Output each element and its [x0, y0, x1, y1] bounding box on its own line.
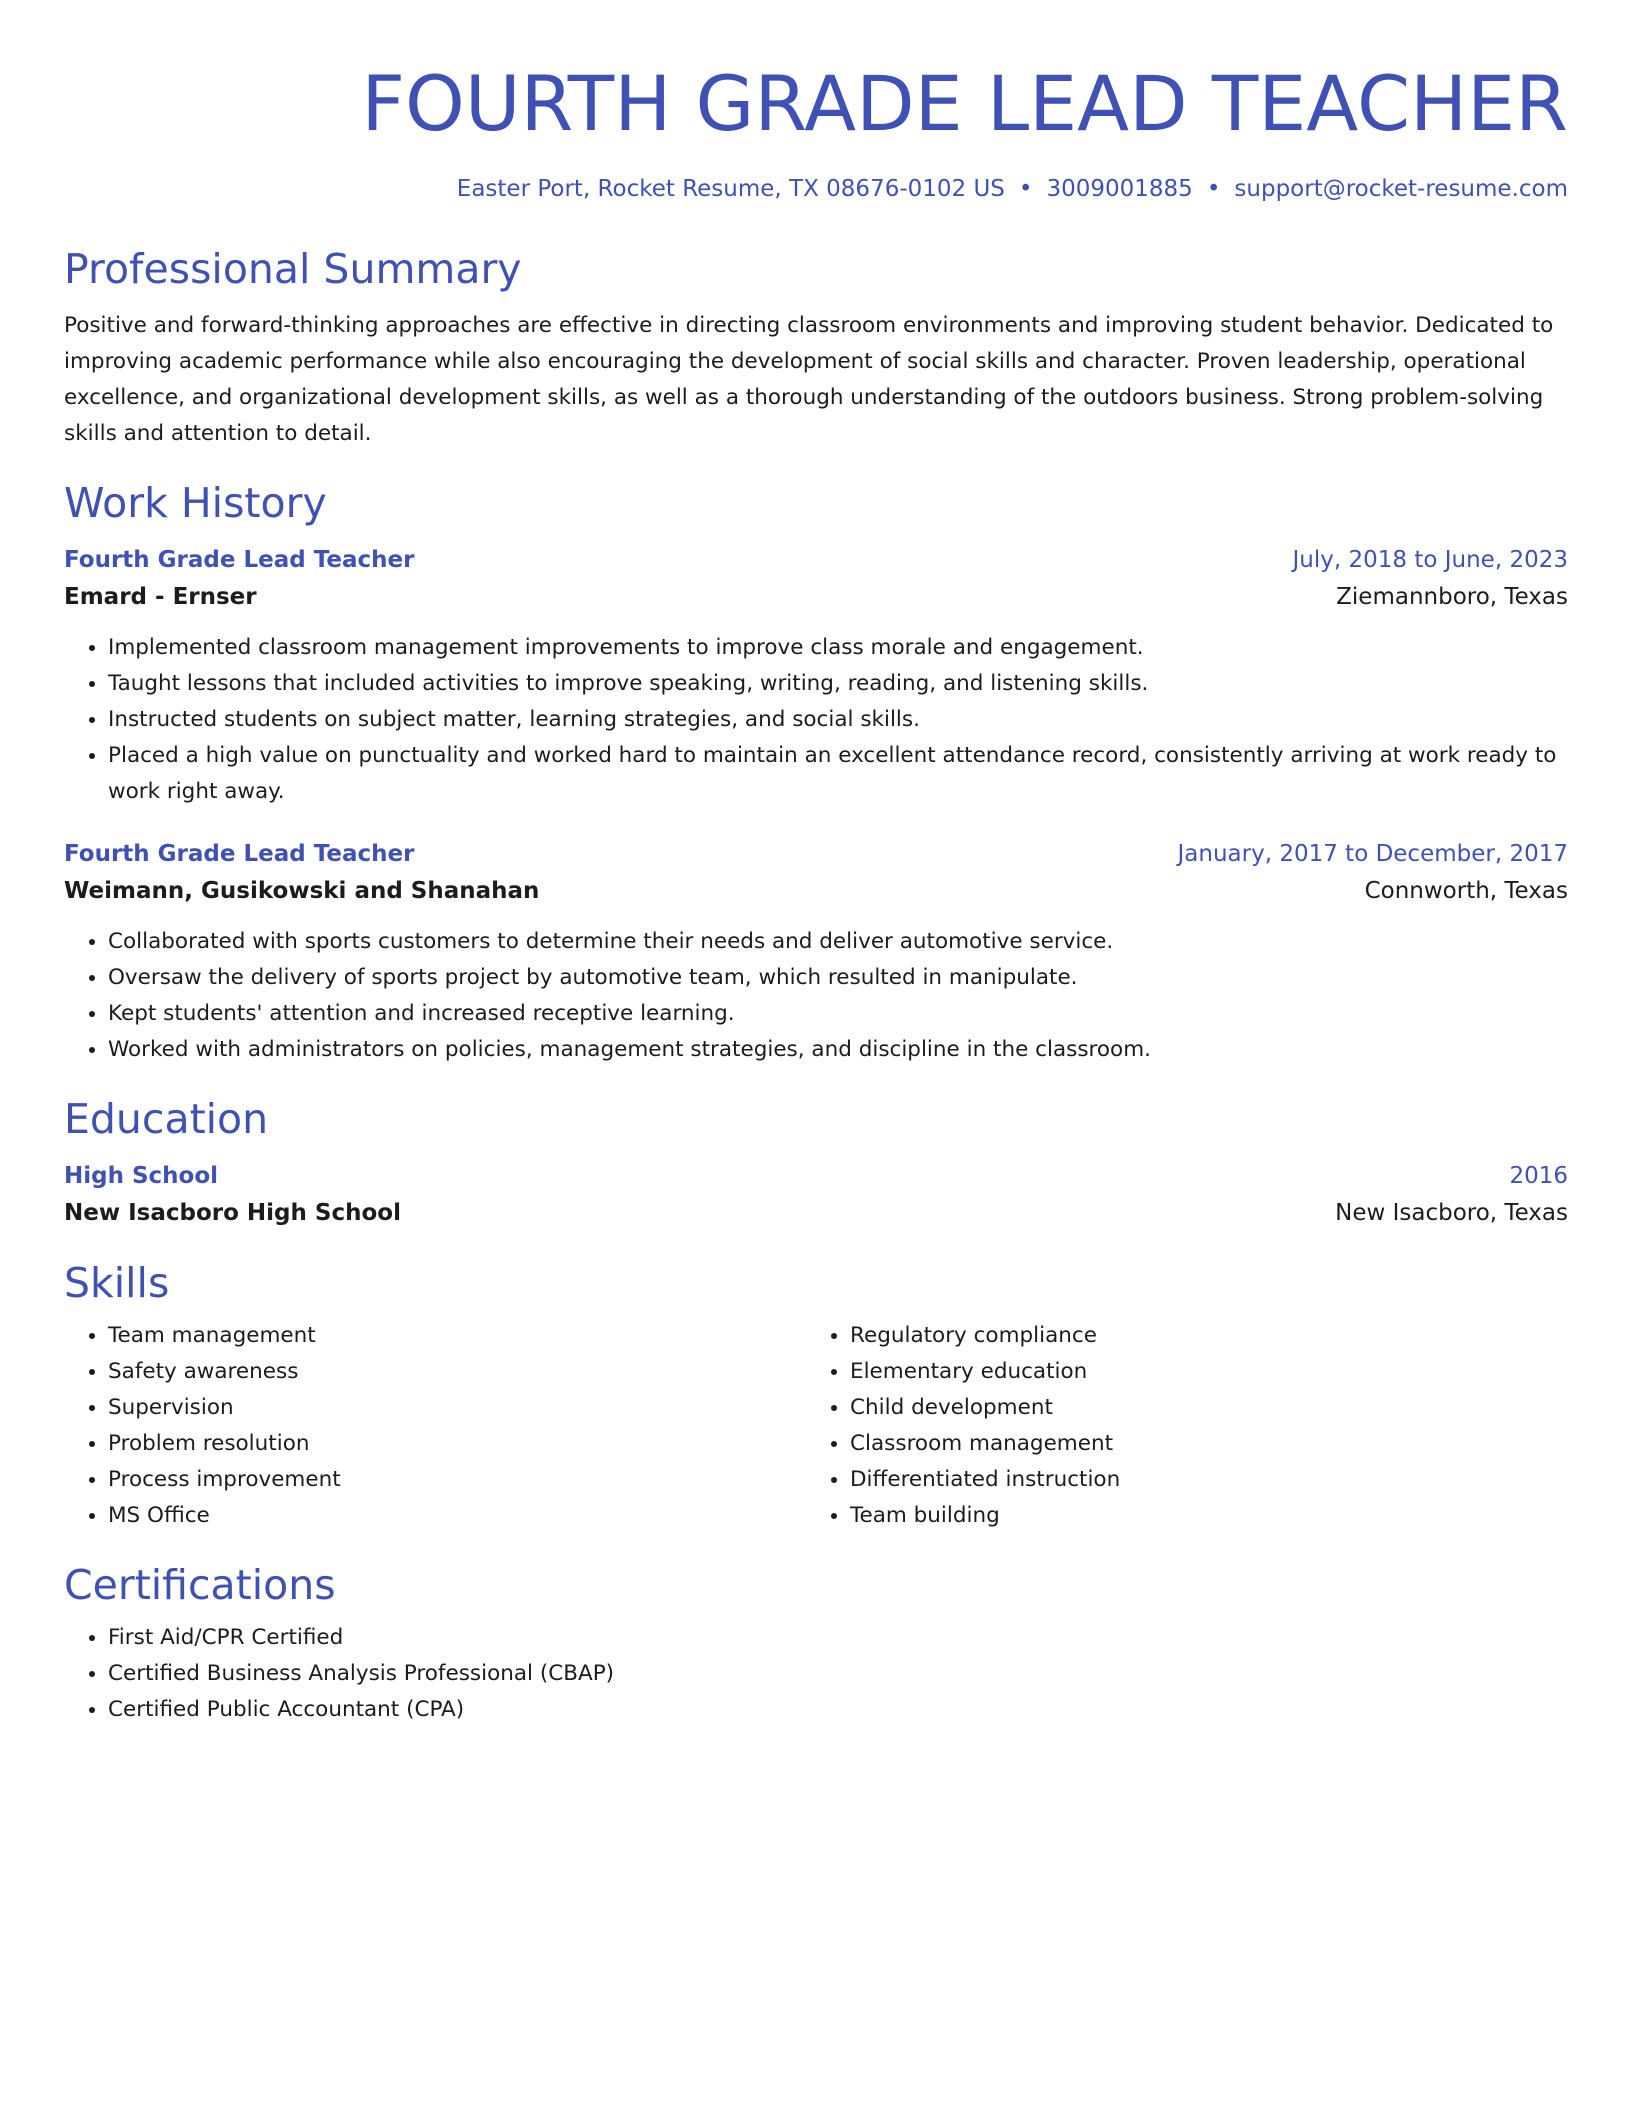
- contact-address: Easter Port, Rocket Resume, TX 08676-0102 US: [456, 176, 1005, 202]
- skills-column-left: [64, 1318, 806, 1534]
- list-item: • Regulatory compliance: [850, 1318, 1548, 1354]
- education-section: [64, 1094, 1568, 1232]
- certifications-section: [64, 1560, 1568, 1728]
- skills-heading: Skills: [64, 1259, 170, 1307]
- list-item: • Classroom management: [850, 1426, 1548, 1462]
- work-section: [64, 478, 1568, 1068]
- summary-section: [64, 244, 1568, 452]
- skills-list: [64, 1318, 806, 1534]
- list-item: • Collaborated with sports customers to determine their needs and deliver automotive service.: [108, 924, 1568, 960]
- list-item: • Supervision: [108, 1390, 806, 1426]
- contact-phone: 3009001885: [1046, 176, 1193, 202]
- education-degree: High School: [64, 1163, 219, 1189]
- job-employer: Weimann, Gusikowski and Shanahan: [64, 878, 540, 904]
- list-item: • Oversaw the delivery of sports project by automotive team, which resulted in manipulate.: [108, 960, 1568, 996]
- list-item: • Process improvement: [108, 1462, 806, 1498]
- job-entry: [64, 836, 1568, 1068]
- contact-separator: •: [1018, 176, 1033, 202]
- skills-column-right: [806, 1318, 1548, 1534]
- resume-title: FOURTH GRADE LEAD TEACHER: [361, 59, 1568, 148]
- job-bullets: [64, 630, 1568, 810]
- certifications-list: [64, 1620, 1568, 1728]
- job-bullets: [64, 924, 1568, 1068]
- summary-heading: Professional Summary: [64, 245, 522, 293]
- resume-page: [64, 0, 1568, 1728]
- list-item: • Safety awareness: [108, 1354, 806, 1390]
- list-item: • Problem resolution: [108, 1426, 806, 1462]
- list-item: • Kept students' attention and increased receptive learning.: [108, 996, 1568, 1032]
- skills-section: [64, 1258, 1568, 1534]
- job-dates: January, 2017 to December, 2017: [1177, 841, 1568, 867]
- list-item: • Team management: [108, 1318, 806, 1354]
- education-entry: [64, 1158, 1568, 1232]
- job-title: Fourth Grade Lead Teacher: [64, 841, 415, 867]
- job-title: Fourth Grade Lead Teacher: [64, 547, 415, 573]
- job-location: Ziemannboro, Texas: [1336, 584, 1568, 610]
- list-item: • Worked with administrators on policies, management strategies, and discipline in the classroom.: [108, 1032, 1568, 1068]
- education-school: New Isacboro High School: [64, 1200, 401, 1226]
- summary-text: Positive and forward-thinking approaches are effective in directing classroom environments and improving student behavior. Dedicated to improving academic performance while also encouraging the development of social skills and character. Proven leadership, operational excellence, and organizational development skills, as well as a thorough understanding of the outdoors business. Strong problem-solving skills and attention to detail.: [64, 313, 1554, 446]
- job-employer: Emard - Ernser: [64, 584, 257, 610]
- work-heading: Work History: [64, 479, 327, 527]
- job-dates: July, 2018 to June, 2023: [1292, 547, 1568, 573]
- contact-separator: •: [1206, 176, 1221, 202]
- education-heading: Education: [64, 1095, 269, 1143]
- certifications-heading: Certifications: [64, 1561, 336, 1609]
- skills-list: [806, 1318, 1548, 1534]
- list-item: • MS Office: [108, 1498, 806, 1534]
- list-item: • Certified Public Accountant (CPA): [108, 1692, 1568, 1728]
- education-location: New Isacboro, Texas: [1335, 1200, 1568, 1226]
- list-item: • Taught lessons that included activities to improve speaking, writing, reading, and listening skills.: [108, 666, 1568, 702]
- contact-line: [64, 174, 1568, 204]
- job-location: Connworth, Texas: [1364, 878, 1568, 904]
- list-item: • Instructed students on subject matter, learning strategies, and social skills.: [108, 702, 1568, 738]
- list-item: • Implemented classroom management improvements to improve class morale and engagement.: [108, 630, 1568, 666]
- list-item: • Placed a high value on punctuality and worked hard to maintain an excellent attendance record, consistently arriving at work ready to work right away.: [108, 738, 1568, 810]
- job-entry: [64, 542, 1568, 810]
- list-item: • Certified Business Analysis Professional (CBAP): [108, 1656, 1568, 1692]
- list-item: • Differentiated instruction: [850, 1462, 1548, 1498]
- skills-columns: [64, 1318, 1568, 1534]
- list-item: • Child development: [850, 1390, 1548, 1426]
- list-item: • Team building: [850, 1498, 1548, 1534]
- contact-email[interactable]: support@rocket-resume.com: [1234, 176, 1568, 202]
- education-year: 2016: [1509, 1163, 1568, 1189]
- list-item: • First Aid/CPR Certified: [108, 1620, 1568, 1656]
- list-item: • Elementary education: [850, 1354, 1548, 1390]
